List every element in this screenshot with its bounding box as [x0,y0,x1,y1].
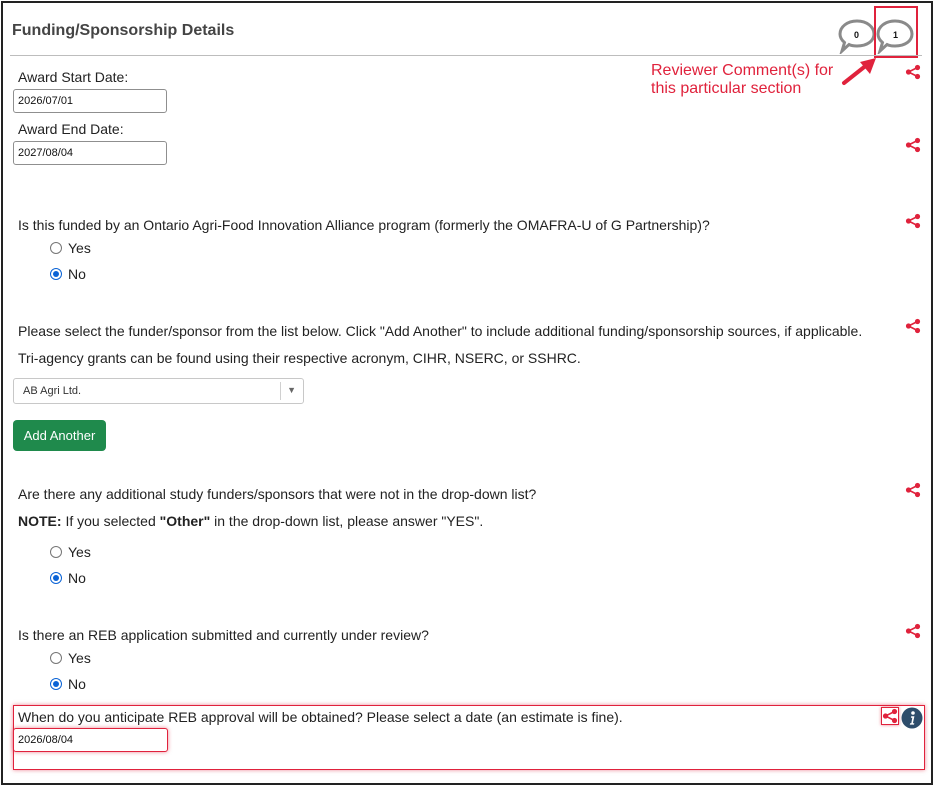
share-icon[interactable] [905,623,921,639]
note-text-1: If you selected [61,513,160,529]
reviewer-callout-line2: this particular section [651,80,802,97]
reb-date-question: When do you anticipate REB approval will be obtained? Please select a date (an estimate is fine). [18,709,623,725]
option-label: Yes [68,240,91,256]
note-prefix: NOTE: [18,513,62,529]
additional-option-no[interactable] [50,570,86,586]
award-end-input[interactable] [13,141,167,165]
radio-button[interactable] [50,546,62,558]
option-label: Yes [68,544,91,560]
share-icon[interactable] [905,64,921,80]
share-icon[interactable] [905,318,921,334]
share-icon [882,708,898,724]
additional-option-yes[interactable] [50,544,91,560]
ontario-option-no[interactable] [50,266,86,282]
funder-select-value: AB Agri Ltd. [23,385,82,397]
reviewer-callout-line1: Reviewer Comment(s) for [651,62,834,79]
option-label: No [68,570,86,586]
radio-button[interactable] [50,652,62,664]
share-icon[interactable] [905,137,921,153]
section-comments-bubble[interactable] [838,18,876,54]
info-icon[interactable] [901,707,923,729]
additional-funders-question: Are there any additional study funders/sponsors that were not in the drop-down list? [18,486,537,502]
award-start-input[interactable] [13,89,167,113]
select-divider [280,382,281,400]
section-comments-count: 0 [854,30,860,40]
note-other: "Other" [159,513,211,529]
option-label: Yes [68,650,91,666]
funder-instructions: Please select the funder/sponsor from the list below. Click "Add Another" to include additional funding/sponsorship sources, if applicable. [18,323,863,339]
share-icon-highlighted[interactable] [881,707,899,725]
radio-button-selected[interactable] [50,678,62,690]
award-start-label: Award Start Date: [18,69,129,85]
chevron-down-icon[interactable]: ▼ [287,385,296,395]
arrow-icon [838,54,882,88]
ontario-option-yes[interactable] [50,240,91,256]
funder-select[interactable] [13,378,304,404]
option-label: No [68,266,86,282]
radio-button-selected[interactable] [50,572,62,584]
reb-option-yes[interactable] [50,650,91,666]
radio-button[interactable] [50,242,62,254]
radio-button-selected[interactable] [50,268,62,280]
share-icon[interactable] [905,482,921,498]
note-text-2: in the drop-down list, please answer "YES". [210,513,484,529]
reb-option-no[interactable] [50,676,86,692]
section-title: Funding/Sponsorship Details [12,22,235,39]
additional-funders-note [18,513,483,529]
award-end-label: Award End Date: [18,121,124,137]
tri-agency-note: Tri-agency grants can be found using their respective acronym, CIHR, NSERC, or SSHRC. [18,350,581,366]
title-divider [10,55,922,56]
ontario-question: Is this funded by an Ontario Agri-Food Innovation Alliance program (formerly the OMAFRA-U of G Partnership)? [18,217,710,233]
reviewer-comments-count: 1 [893,30,899,40]
reb-review-question: Is there an REB application submitted and currently under review? [18,627,429,643]
add-another-button[interactable]: Add Another [13,420,106,451]
share-icon[interactable] [905,213,921,229]
option-label: No [68,676,86,692]
reb-date-input[interactable] [13,728,168,752]
reviewer-comments-highlight [874,6,918,58]
